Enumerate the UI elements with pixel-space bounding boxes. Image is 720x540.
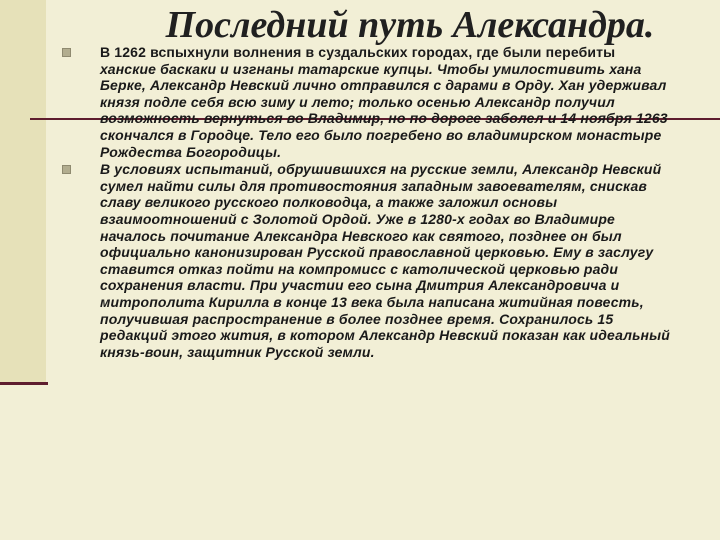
bullet-text-1: В 1262 вспыхнули волнения в суздальских городах, где были перебиты ханские баскаки и изгнаны татарские купцы. Чтобы умилостивить хана Берке, Александр Невский лично отправился с дарами в Орду. Хан удерживал князя подле себя всю зиму и лето; только осенью Александр получил возможность вернуться во Владимир, но по дороге заболел и 14 ноября 1263 скончался в Городце. Тело его было погребено во владимирском монастыре Рождества Богородицы. (100, 44, 668, 160)
slide-content (62, 44, 674, 360)
bullet-text-2: В условиях испытаний, обрушившихся на русские земли, Александр Невский сумел найти силы для противостояния западным завоевателям, снискав славу великого русского полководца, а также заложил основы взаимоотношений с Золотой Ордой. Уже в 1280-х годах во Владимире началось почитание Александра Невского как святого, позднее он был официально канонизирован Русской православной церковью. Ему в заслугу ставится отказ пойти на компромисс с католической церковью ради сохранения власти. При участии его сына Дмитрия Александровича и митрополита Кирилла в конце 13 века была написана житийная повесть, получившая распространение в более позднее время. Сохранилось 15 редакций этого жития, в котором Александр Невский показан как идеальный князь-воин, защитник Русской земли. (100, 161, 670, 360)
bullet-item-2 (62, 161, 674, 360)
bullet-item-1 (62, 44, 674, 160)
left-accent-line (0, 382, 48, 385)
left-decorative-panel (0, 0, 46, 382)
slide-title: Последний путь Александра. (165, 4, 655, 46)
square-bullet-icon (62, 48, 71, 57)
square-bullet-icon (62, 165, 71, 174)
